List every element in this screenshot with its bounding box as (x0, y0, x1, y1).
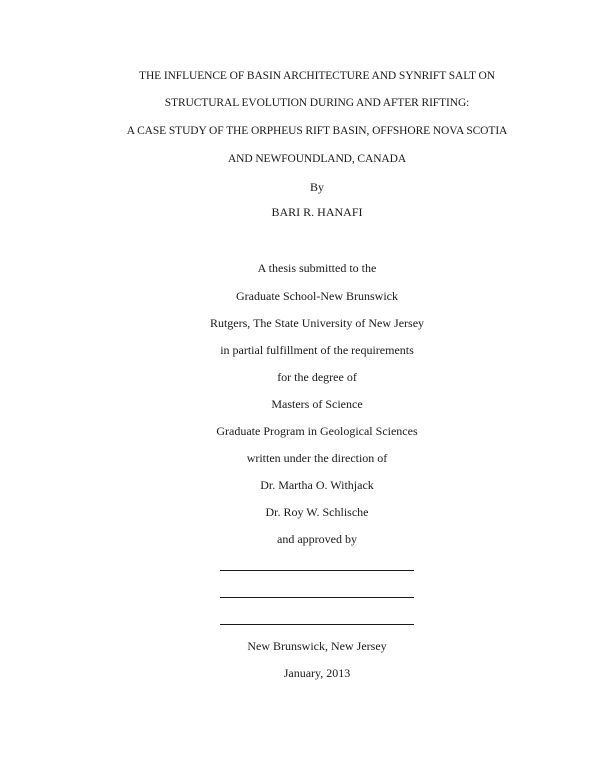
advisor-1: Dr. Martha O. Withjack (260, 478, 374, 492)
signature-line-3 (220, 624, 414, 625)
signature-line-1 (220, 570, 414, 571)
title-line-3: A CASE STUDY OF THE ORPHEUS RIFT BASIN, OFFSHORE NOVA SCOTIA (126, 125, 508, 137)
author-name: BARI R. HANAFI (271, 205, 363, 219)
submission-line-3: Rutgers, The State University of New Jersey (209, 316, 425, 330)
title-line-1: THE INFLUENCE OF BASIN ARCHITECTURE AND SYNRIFT SALT ON (139, 70, 495, 82)
advisor-2: Dr. Roy W. Schlische (265, 505, 369, 519)
submission-line-4: in partial fulfillment of the requirements (220, 343, 414, 357)
title-line-2: STRUCTURAL EVOLUTION DURING AND AFTER RIFTING: (164, 97, 470, 109)
submission-line-1: A thesis submitted to the (257, 261, 377, 275)
submission-line-2: Graduate School-New Brunswick (236, 289, 398, 303)
location: New Brunswick, New Jersey (247, 639, 387, 653)
degree-name: Masters of Science (271, 397, 363, 411)
by-label: By (309, 180, 324, 194)
approved-by-label: and approved by (277, 532, 357, 546)
signature-line-2 (220, 597, 414, 598)
date: January, 2013 (283, 666, 351, 680)
submission-line-8: written under the direction of (246, 451, 388, 465)
title-line-4: AND NEWFOUNDLAND, CANADA (227, 153, 407, 165)
submission-line-5: for the degree of (277, 370, 357, 384)
program-name: Graduate Program in Geological Sciences (216, 424, 418, 438)
